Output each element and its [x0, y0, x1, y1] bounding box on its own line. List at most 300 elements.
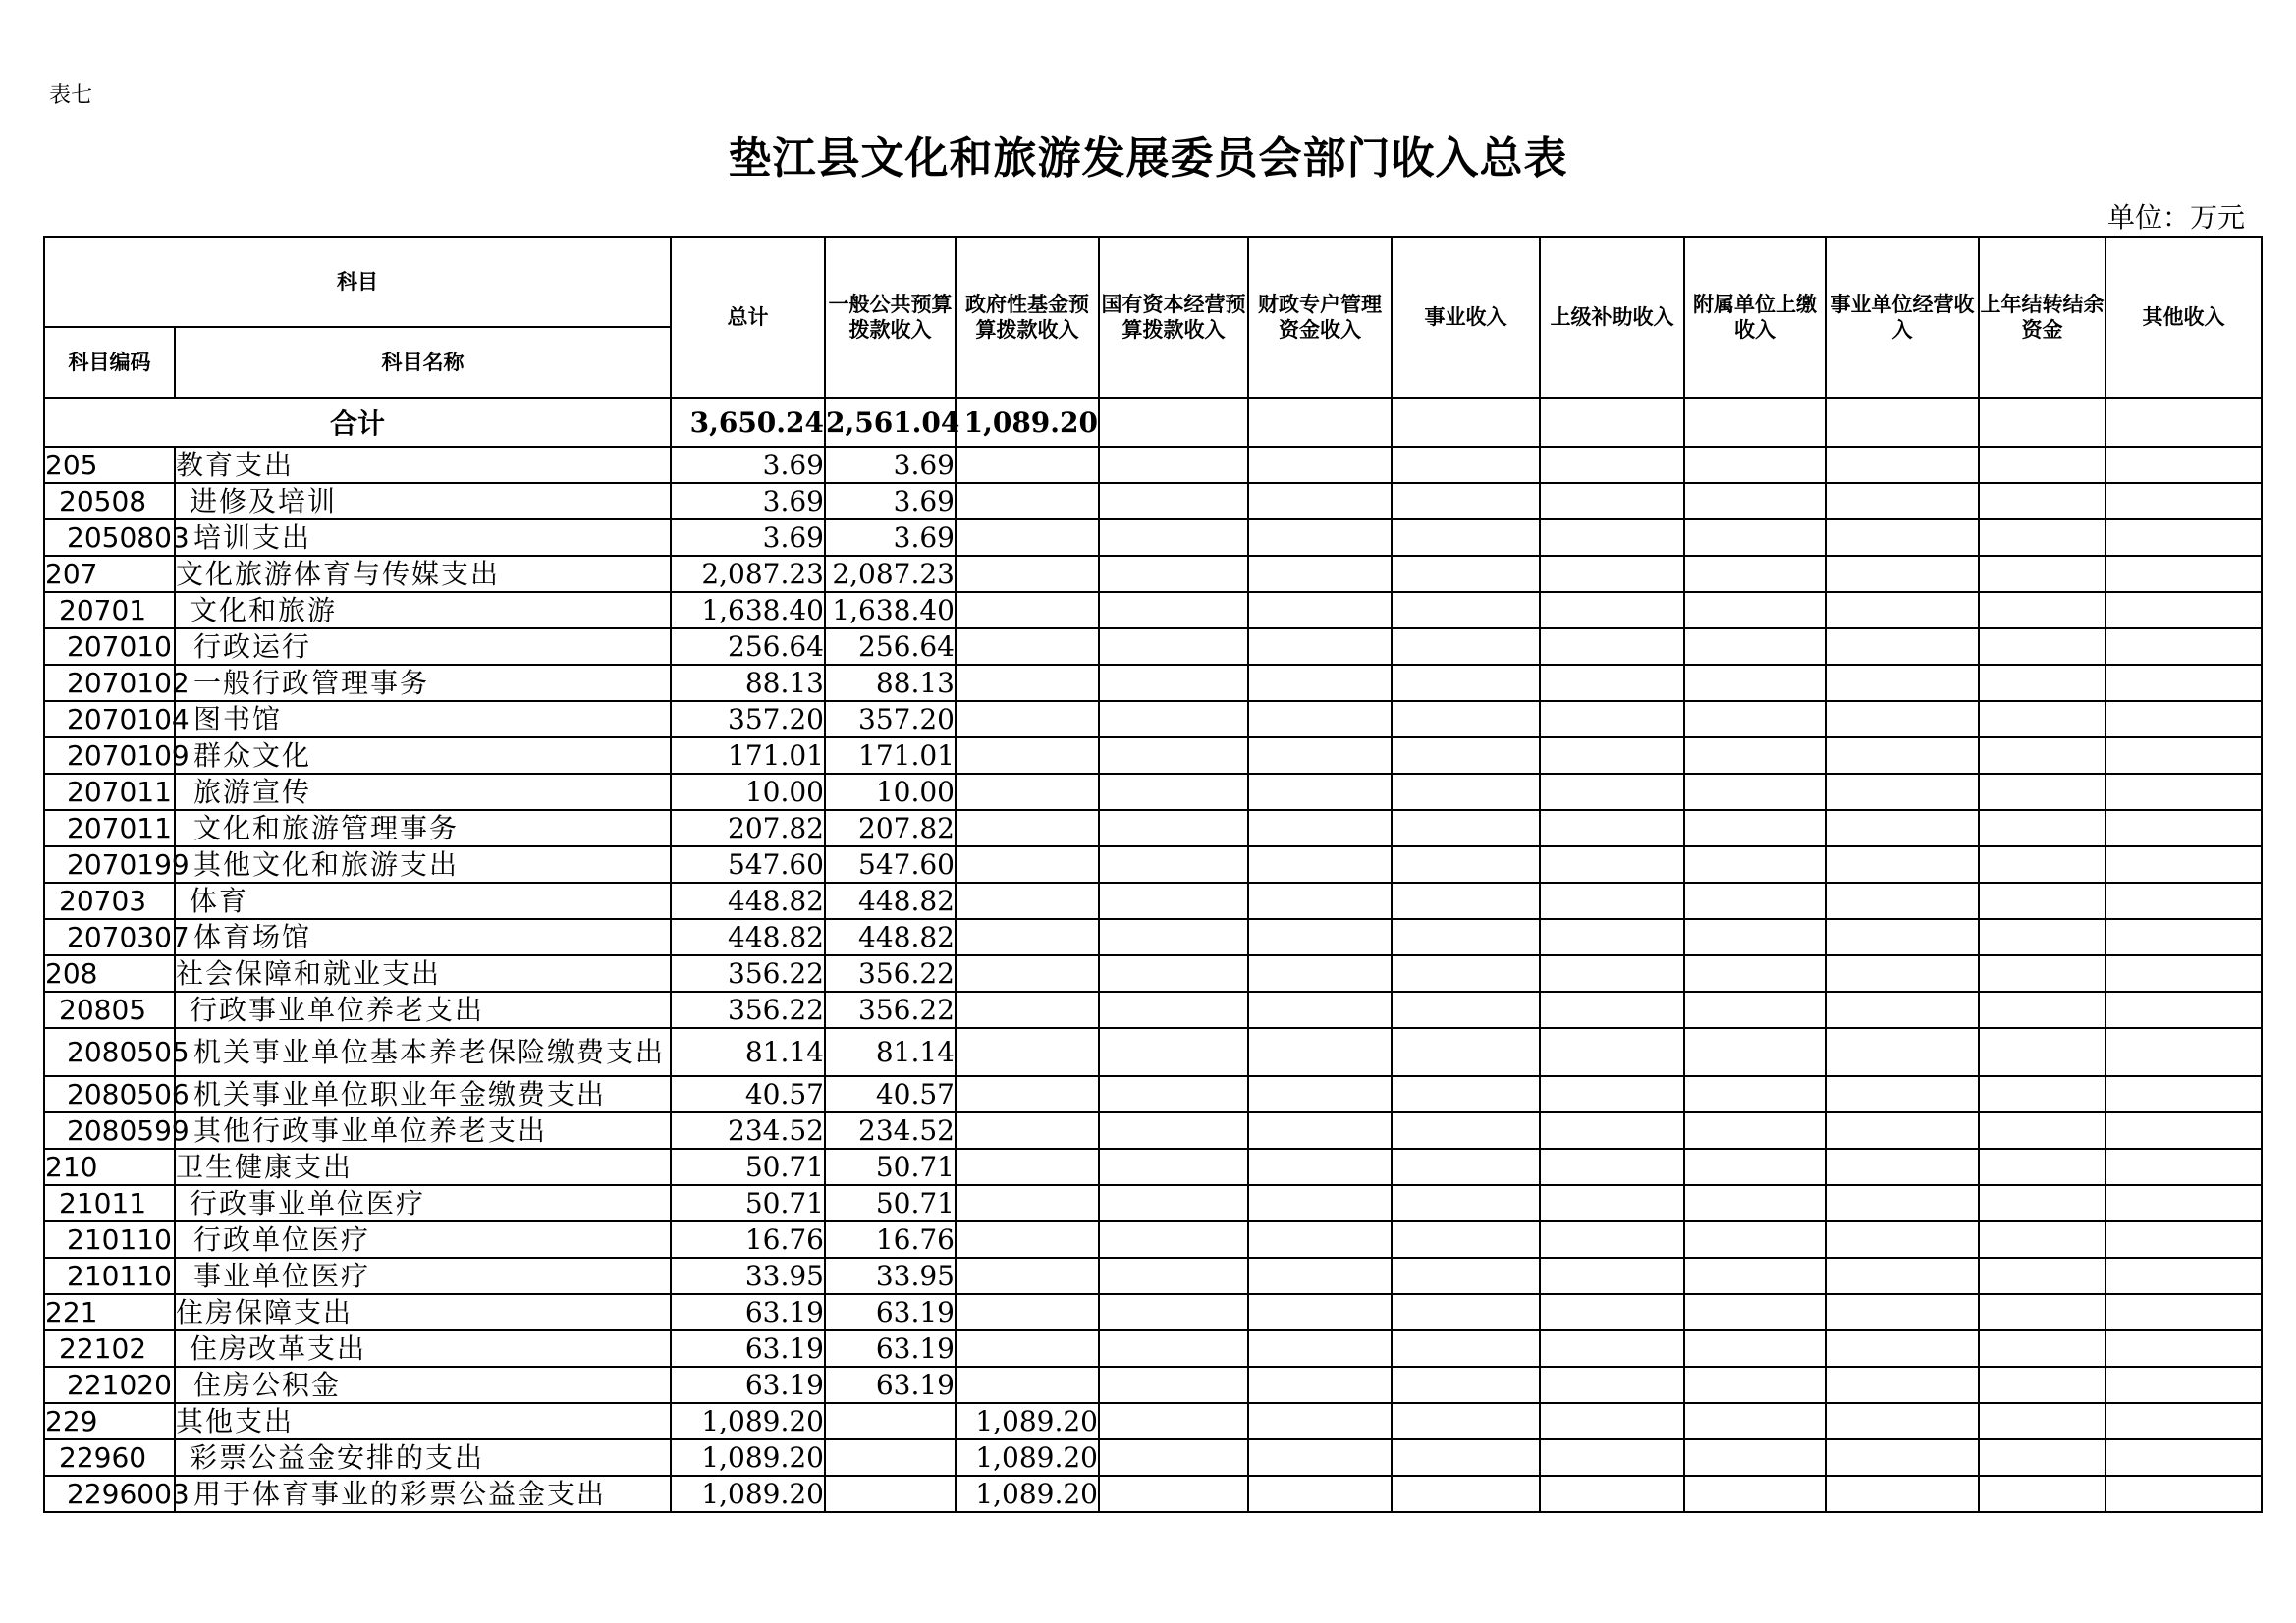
amount-cell: 547.60: [825, 846, 956, 883]
amount-cell: [2105, 1076, 2262, 1112]
amount-cell: [1684, 701, 1826, 737]
header-col: 其他收入: [2105, 237, 2262, 398]
amount-cell: 448.82: [671, 883, 825, 919]
total-cell: 3,650.24: [671, 398, 825, 447]
amount-cell: [1540, 737, 1684, 774]
amount-cell: [1248, 1330, 1392, 1367]
subject-name: 机关事业单位基本养老保险缴费支出: [175, 1028, 671, 1076]
amount-cell: [2105, 846, 2262, 883]
amount-cell: [1099, 919, 1248, 955]
amount-cell: [1979, 1149, 2105, 1185]
amount-cell: [1540, 1221, 1684, 1258]
amount-cell: [1826, 701, 1979, 737]
amount-cell: [1826, 1403, 1979, 1439]
subject-code: 210: [44, 1149, 175, 1185]
amount-cell: [2105, 447, 2262, 483]
amount-cell: [1979, 1403, 2105, 1439]
amount-cell: [2105, 883, 2262, 919]
amount-cell: [1248, 483, 1392, 519]
amount-cell: [1248, 447, 1392, 483]
amount-cell: [956, 846, 1099, 883]
amount-cell: [1684, 1330, 1826, 1367]
amount-cell: [1684, 1076, 1826, 1112]
amount-cell: [1099, 1149, 1248, 1185]
table-row: [44, 556, 2262, 592]
amount-cell: [1979, 1330, 2105, 1367]
amount-cell: [1099, 883, 1248, 919]
amount-cell: 356.22: [671, 955, 825, 992]
amount-cell: [1540, 556, 1684, 592]
amount-cell: 1,638.40: [825, 592, 956, 628]
amount-cell: 33.95: [825, 1258, 956, 1294]
total-cell: [1248, 398, 1392, 447]
amount-cell: [2105, 1403, 2262, 1439]
amount-cell: [1540, 1112, 1684, 1149]
subject-name: 卫生健康支出: [175, 1149, 671, 1185]
amount-cell: [1826, 1439, 1979, 1476]
amount-cell: [1826, 592, 1979, 628]
amount-cell: [1979, 1112, 2105, 1149]
amount-cell: [1540, 1294, 1684, 1330]
amount-cell: [956, 1330, 1099, 1367]
amount-cell: [1099, 1028, 1248, 1076]
header-name: 科目名称: [175, 327, 671, 398]
amount-cell: [1979, 1476, 2105, 1512]
total-row: [44, 398, 2262, 447]
header-col: 事业收入: [1392, 237, 1540, 398]
amount-cell: 3.69: [825, 447, 956, 483]
amount-cell: [956, 701, 1099, 737]
amount-cell: [1099, 701, 1248, 737]
amount-cell: [1684, 1294, 1826, 1330]
subject-code: 2080505: [44, 1028, 175, 1076]
amount-cell: [1540, 810, 1684, 846]
amount-cell: 1,089.20: [671, 1476, 825, 1512]
amount-cell: 1,089.20: [956, 1403, 1099, 1439]
amount-cell: [1540, 447, 1684, 483]
amount-cell: [2105, 1476, 2262, 1512]
table-row: [44, 1258, 2262, 1294]
amount-cell: [1099, 592, 1248, 628]
amount-cell: [956, 1258, 1099, 1294]
amount-cell: [956, 1076, 1099, 1112]
amount-cell: [2105, 1258, 2262, 1294]
amount-cell: [956, 556, 1099, 592]
amount-cell: [956, 447, 1099, 483]
amount-cell: [1248, 519, 1392, 556]
amount-cell: [2105, 483, 2262, 519]
amount-cell: [1684, 556, 1826, 592]
amount-cell: [1540, 519, 1684, 556]
subject-name: 行政事业单位医疗: [175, 1185, 671, 1221]
amount-cell: [1248, 1185, 1392, 1221]
amount-cell: [1540, 919, 1684, 955]
amount-cell: [2105, 1149, 2262, 1185]
amount-cell: [1684, 483, 1826, 519]
amount-cell: [1540, 483, 1684, 519]
amount-cell: [1826, 1185, 1979, 1221]
table-row: [44, 955, 2262, 992]
amount-cell: 63.19: [825, 1294, 956, 1330]
amount-cell: 356.22: [825, 955, 956, 992]
amount-cell: [1099, 519, 1248, 556]
amount-cell: [1826, 1294, 1979, 1330]
amount-cell: [1248, 1112, 1392, 1149]
amount-cell: [1684, 955, 1826, 992]
amount-cell: [1099, 1403, 1248, 1439]
amount-cell: [1392, 919, 1540, 955]
subject-name: 住房公积金: [175, 1367, 671, 1403]
amount-cell: 2,087.23: [671, 556, 825, 592]
subject-name: 社会保障和就业支出: [175, 955, 671, 992]
amount-cell: [1099, 1367, 1248, 1403]
amount-cell: 40.57: [671, 1076, 825, 1112]
amount-cell: [1099, 1476, 1248, 1512]
amount-cell: [1684, 592, 1826, 628]
amount-cell: [956, 774, 1099, 810]
amount-cell: 63.19: [671, 1330, 825, 1367]
subject-code: 229: [44, 1403, 175, 1439]
total-cell: 2,561.04: [825, 398, 956, 447]
amount-cell: [1392, 592, 1540, 628]
table-row: [44, 774, 2262, 810]
subject-code: 2070109: [44, 737, 175, 774]
amount-cell: 3.69: [671, 483, 825, 519]
amount-cell: 171.01: [671, 737, 825, 774]
amount-cell: [1979, 556, 2105, 592]
table-row: [44, 1367, 2262, 1403]
amount-cell: [1540, 955, 1684, 992]
amount-cell: [2105, 919, 2262, 955]
amount-cell: [1684, 919, 1826, 955]
amount-cell: [1248, 1367, 1392, 1403]
amount-cell: [1248, 1258, 1392, 1294]
amount-cell: 1,089.20: [671, 1403, 825, 1439]
subject-name: 住房改革支出: [175, 1330, 671, 1367]
amount-cell: [1979, 519, 2105, 556]
amount-cell: [1684, 1028, 1826, 1076]
header-col: 财政专户管理资金收入: [1248, 237, 1392, 398]
amount-cell: [1826, 628, 1979, 665]
amount-cell: [1826, 774, 1979, 810]
amount-cell: 63.19: [671, 1367, 825, 1403]
table-row: [44, 665, 2262, 701]
amount-cell: 448.82: [825, 919, 956, 955]
subject-name: 群众文化: [175, 737, 671, 774]
total-cell: [1979, 398, 2105, 447]
amount-cell: [1979, 1439, 2105, 1476]
subject-name: 教育支出: [175, 447, 671, 483]
amount-cell: [1099, 810, 1248, 846]
amount-cell: 10.00: [825, 774, 956, 810]
amount-cell: 448.82: [671, 919, 825, 955]
amount-cell: [2105, 1221, 2262, 1258]
subject-code: 205: [44, 447, 175, 483]
subject-code: 2080506: [44, 1076, 175, 1112]
subject-name: 其他文化和旅游支出: [175, 846, 671, 883]
amount-cell: [956, 592, 1099, 628]
amount-cell: 357.20: [825, 701, 956, 737]
amount-cell: 207.82: [825, 810, 956, 846]
amount-cell: [1540, 1185, 1684, 1221]
subject-code: 2080599: [44, 1112, 175, 1149]
header-col: 政府性基金预算拨款收入: [956, 237, 1099, 398]
table-row: [44, 810, 2262, 846]
total-cell: [1099, 398, 1248, 447]
amount-cell: 171.01: [825, 737, 956, 774]
subject-code: 2296003: [44, 1476, 175, 1512]
amount-cell: 1,089.20: [956, 1476, 1099, 1512]
amount-cell: 256.64: [671, 628, 825, 665]
subject-code: 2070199: [44, 846, 175, 883]
table-row: [44, 1112, 2262, 1149]
amount-cell: [1979, 1367, 2105, 1403]
subject-name: 图书馆: [175, 701, 671, 737]
amount-cell: [1540, 592, 1684, 628]
amount-cell: [1540, 1258, 1684, 1294]
subject-name: 文化旅游体育与传媒支出: [175, 556, 671, 592]
amount-cell: [1248, 1028, 1392, 1076]
amount-cell: 50.71: [825, 1185, 956, 1221]
amount-cell: [1979, 447, 2105, 483]
amount-cell: [1248, 955, 1392, 992]
amount-cell: [1392, 1112, 1540, 1149]
amount-cell: [956, 1221, 1099, 1258]
subject-code: 210110: [44, 1221, 175, 1258]
amount-cell: [1826, 1221, 1979, 1258]
subject-name: 用于体育事业的彩票公益金支出: [175, 1476, 671, 1512]
amount-cell: [1248, 1149, 1392, 1185]
amount-cell: [1684, 883, 1826, 919]
amount-cell: 356.22: [825, 992, 956, 1028]
subject-name: 体育: [175, 883, 671, 919]
table-row: [44, 1076, 2262, 1112]
subject-code: 20701: [44, 592, 175, 628]
subject-name: 行政单位医疗: [175, 1221, 671, 1258]
amount-cell: [2105, 556, 2262, 592]
subject-code: 221: [44, 1294, 175, 1330]
amount-cell: [1826, 483, 1979, 519]
table-row: [44, 1221, 2262, 1258]
amount-cell: [1540, 1403, 1684, 1439]
amount-cell: [1540, 1149, 1684, 1185]
amount-cell: [1826, 1330, 1979, 1367]
table-row: [44, 992, 2262, 1028]
amount-cell: [1826, 955, 1979, 992]
amount-cell: [1099, 1330, 1248, 1367]
header-col: 上级补助收入: [1540, 237, 1684, 398]
amount-cell: [1826, 556, 1979, 592]
amount-cell: [1979, 992, 2105, 1028]
amount-cell: [1248, 992, 1392, 1028]
subject-code: 22960: [44, 1439, 175, 1476]
amount-cell: [1979, 883, 2105, 919]
amount-cell: [1979, 774, 2105, 810]
amount-cell: [1684, 1149, 1826, 1185]
amount-cell: [956, 628, 1099, 665]
amount-cell: [1248, 846, 1392, 883]
amount-cell: [1826, 992, 1979, 1028]
amount-cell: [1684, 1403, 1826, 1439]
amount-cell: [1826, 883, 1979, 919]
amount-cell: [956, 919, 1099, 955]
amount-cell: [1826, 1028, 1979, 1076]
amount-cell: [1392, 810, 1540, 846]
amount-cell: [1979, 955, 2105, 992]
amount-cell: [2105, 1294, 2262, 1330]
amount-cell: [1248, 665, 1392, 701]
amount-cell: [2105, 1028, 2262, 1076]
amount-cell: [1826, 919, 1979, 955]
amount-cell: [1392, 556, 1540, 592]
table-row: [44, 592, 2262, 628]
amount-cell: [956, 810, 1099, 846]
total-cell: [1826, 398, 1979, 447]
amount-cell: [1684, 1112, 1826, 1149]
table-row: [44, 519, 2262, 556]
amount-cell: [1392, 665, 1540, 701]
amount-cell: [1540, 992, 1684, 1028]
amount-cell: [1392, 1185, 1540, 1221]
header-code: 科目编码: [44, 327, 175, 398]
amount-cell: [1248, 1221, 1392, 1258]
amount-cell: [1392, 1294, 1540, 1330]
subject-code: 20805: [44, 992, 175, 1028]
amount-cell: [1979, 701, 2105, 737]
amount-cell: [1979, 1076, 2105, 1112]
header-col: 事业单位经营收入: [1826, 237, 1979, 398]
amount-cell: [1826, 1149, 1979, 1185]
amount-cell: [1540, 774, 1684, 810]
subject-code: 20508: [44, 483, 175, 519]
table-row: [44, 1403, 2262, 1439]
table-number: 表七: [49, 83, 93, 108]
amount-cell: [1979, 737, 2105, 774]
header-col: 上年结转结余资金: [1979, 237, 2105, 398]
amount-cell: [1099, 1185, 1248, 1221]
table-row: [44, 483, 2262, 519]
amount-cell: [1248, 701, 1392, 737]
table-row: [44, 1439, 2262, 1476]
table-row: [44, 628, 2262, 665]
amount-cell: [1979, 846, 2105, 883]
amount-cell: [1392, 628, 1540, 665]
amount-cell: 63.19: [825, 1367, 956, 1403]
subject-name: 文化和旅游: [175, 592, 671, 628]
amount-cell: [1099, 1294, 1248, 1330]
amount-cell: [2105, 810, 2262, 846]
amount-cell: [956, 883, 1099, 919]
subject-code: 2070104: [44, 701, 175, 737]
amount-cell: [1392, 846, 1540, 883]
amount-cell: [1684, 992, 1826, 1028]
amount-cell: [2105, 592, 2262, 628]
amount-cell: 3.69: [671, 447, 825, 483]
amount-cell: [1540, 1439, 1684, 1476]
amount-cell: 88.13: [671, 665, 825, 701]
table-row: [44, 1294, 2262, 1330]
subject-code: 20703: [44, 883, 175, 919]
amount-cell: [1392, 737, 1540, 774]
table-row: [44, 883, 2262, 919]
table-row: [44, 737, 2262, 774]
amount-cell: 256.64: [825, 628, 956, 665]
amount-cell: [956, 483, 1099, 519]
amount-cell: [1540, 1076, 1684, 1112]
amount-cell: [1684, 846, 1826, 883]
amount-cell: [1392, 992, 1540, 1028]
subject-name: 事业单位医疗: [175, 1258, 671, 1294]
subject-name: 进修及培训: [175, 483, 671, 519]
amount-cell: [1099, 1439, 1248, 1476]
header-col: 一般公共预算拨款收入: [825, 237, 956, 398]
amount-cell: [825, 1439, 956, 1476]
amount-cell: [1392, 883, 1540, 919]
amount-cell: [1826, 846, 1979, 883]
amount-cell: [1684, 447, 1826, 483]
amount-cell: [1248, 1076, 1392, 1112]
amount-cell: [1099, 1221, 1248, 1258]
table-row: [44, 1149, 2262, 1185]
amount-cell: [1099, 1112, 1248, 1149]
amount-cell: 234.52: [671, 1112, 825, 1149]
amount-cell: [1392, 1367, 1540, 1403]
amount-cell: [1979, 1294, 2105, 1330]
amount-cell: [1540, 1367, 1684, 1403]
amount-cell: [1826, 737, 1979, 774]
amount-cell: 63.19: [671, 1294, 825, 1330]
amount-cell: 3.69: [825, 519, 956, 556]
amount-cell: [1684, 628, 1826, 665]
amount-cell: [1392, 1149, 1540, 1185]
amount-cell: 81.14: [671, 1028, 825, 1076]
amount-cell: [2105, 1330, 2262, 1367]
amount-cell: [1099, 774, 1248, 810]
amount-cell: [1684, 1367, 1826, 1403]
amount-cell: [1684, 1258, 1826, 1294]
subject-name: 文化和旅游管理事务: [175, 810, 671, 846]
subject-name: 住房保障支出: [175, 1294, 671, 1330]
amount-cell: [956, 992, 1099, 1028]
subject-code: 221020: [44, 1367, 175, 1403]
header-subject: 科目: [44, 237, 671, 327]
amount-cell: [1826, 665, 1979, 701]
amount-cell: [1684, 665, 1826, 701]
amount-cell: [1540, 701, 1684, 737]
amount-cell: [1099, 955, 1248, 992]
header-col: 总计: [671, 237, 825, 398]
subject-name: 行政运行: [175, 628, 671, 665]
amount-cell: [1392, 1330, 1540, 1367]
subject-code: 2070102: [44, 665, 175, 701]
amount-cell: [1540, 883, 1684, 919]
amount-cell: 2,087.23: [825, 556, 956, 592]
header-col: 国有资本经营预算拨款收入: [1099, 237, 1248, 398]
amount-cell: 207.82: [671, 810, 825, 846]
amount-cell: 16.76: [671, 1221, 825, 1258]
amount-cell: [1540, 846, 1684, 883]
amount-cell: [1979, 1221, 2105, 1258]
table-row: [44, 846, 2262, 883]
table-row: [44, 701, 2262, 737]
amount-cell: [1099, 447, 1248, 483]
amount-cell: 10.00: [671, 774, 825, 810]
amount-cell: 1,089.20: [671, 1439, 825, 1476]
table-row: [44, 1330, 2262, 1367]
subject-name: 培训支出: [175, 519, 671, 556]
amount-cell: [1248, 1294, 1392, 1330]
amount-cell: 547.60: [671, 846, 825, 883]
